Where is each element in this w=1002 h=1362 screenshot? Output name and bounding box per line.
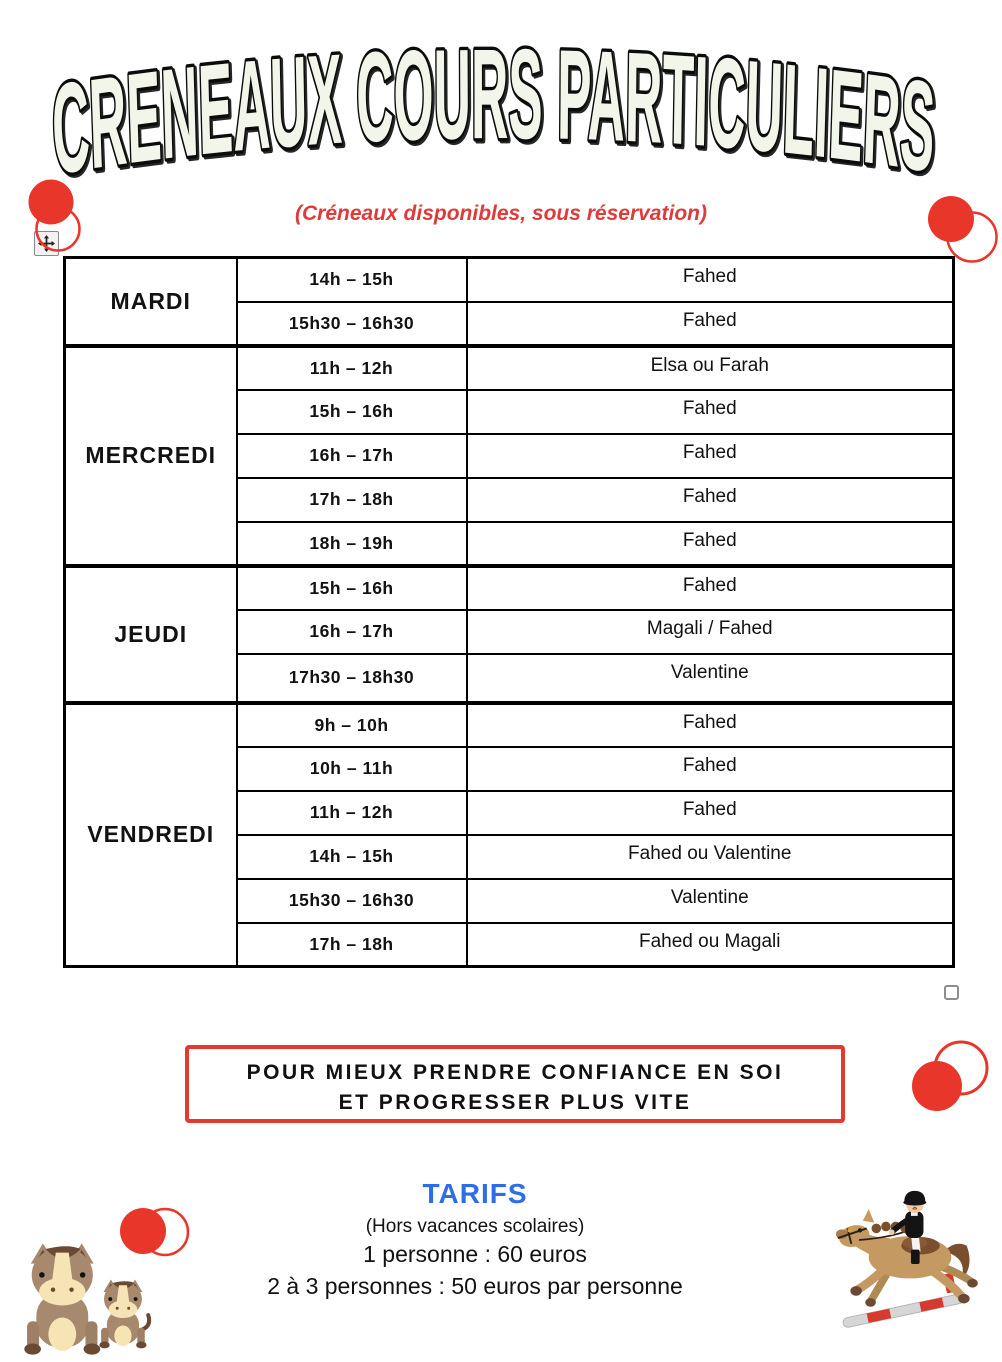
time-cell: 15h – 16h [237, 390, 467, 434]
page-title: CRENEAUX COURS PARTICULIERS [49, 22, 946, 184]
time-cell: 10h – 11h [237, 747, 467, 791]
day-cell: MERCREDI [65, 346, 237, 566]
instructor-cell: Fahed [467, 478, 954, 522]
schedule-table [63, 256, 955, 968]
banner-line-1: POUR MIEUX PRENDRE CONFIANCE EN SOI [246, 1061, 784, 1084]
time-cell: 14h – 15h [237, 258, 467, 302]
red-circles-decoration-top-right [924, 192, 1002, 266]
time-cell: 16h – 17h [237, 434, 467, 478]
instructor-cell: Valentine [467, 654, 954, 703]
instructor-cell: Fahed ou Magali [467, 923, 954, 967]
time-cell: 18h – 19h [237, 522, 467, 566]
jumping-horse-rider-clipart [828, 1188, 992, 1340]
tarifs-price-single: 1 personne : 60 euros [363, 1241, 587, 1267]
time-cell: 17h – 18h [237, 923, 467, 967]
time-cell: 11h – 12h [237, 791, 467, 835]
instructor-cell: Fahed [467, 258, 954, 302]
svg-text:CRENEAUX COURS PARTICULIERS [49, 22, 946, 184]
time-cell: 17h – 18h [237, 478, 467, 522]
table-row [65, 258, 954, 302]
tarifs-note: (Hors vacances scolaires) [365, 1216, 585, 1237]
tarifs-heading: TARIFS [422, 1178, 528, 1209]
red-circles-decoration-mid-right [908, 1038, 1002, 1116]
instructor-cell: Fahed ou Valentine [467, 835, 954, 879]
instructor-cell: Elsa ou Farah [467, 346, 954, 390]
time-cell: 17h30 – 18h30 [237, 654, 467, 703]
table-row [65, 566, 954, 610]
time-cell: 9h – 10h [237, 703, 467, 747]
time-cell: 15h30 – 16h30 [237, 879, 467, 923]
time-cell: 15h30 – 16h30 [237, 302, 467, 346]
instructor-cell: Fahed [467, 390, 954, 434]
instructor-cell: Fahed [467, 302, 954, 346]
instructor-cell: Valentine [467, 879, 954, 923]
time-cell: 15h – 16h [237, 566, 467, 610]
table-row [65, 346, 954, 390]
confidence-banner [185, 1045, 845, 1123]
title-wordart [0, 12, 1002, 184]
banner-line-2: ET PROGRESSER PLUS VITE [338, 1091, 692, 1114]
tarifs-price-group: 2 à 3 personnes : 50 euros par personne [267, 1273, 683, 1299]
instructor-cell: Fahed [467, 791, 954, 835]
time-cell: 14h – 15h [237, 835, 467, 879]
day-cell: JEUDI [65, 566, 237, 703]
time-cell: 16h – 17h [237, 610, 467, 654]
instructor-cell: Magali / Fahed [467, 610, 954, 654]
day-cell: MARDI [65, 258, 237, 346]
table-resize-handle[interactable] [944, 985, 959, 1000]
subtitle: (Créneaux disponibles, sous réservation) [295, 202, 707, 225]
instructor-cell: Fahed [467, 747, 954, 791]
instructor-cell: Fahed [467, 522, 954, 566]
instructor-cell: Fahed [467, 566, 954, 610]
instructor-cell: Fahed [467, 434, 954, 478]
table-row [65, 703, 954, 747]
time-cell: 11h – 12h [237, 346, 467, 390]
sitting-horses-clipart [12, 1236, 170, 1362]
instructor-cell: Fahed [467, 703, 954, 747]
red-circles-decoration-top-left [27, 178, 87, 256]
day-cell: VENDREDI [65, 703, 237, 967]
